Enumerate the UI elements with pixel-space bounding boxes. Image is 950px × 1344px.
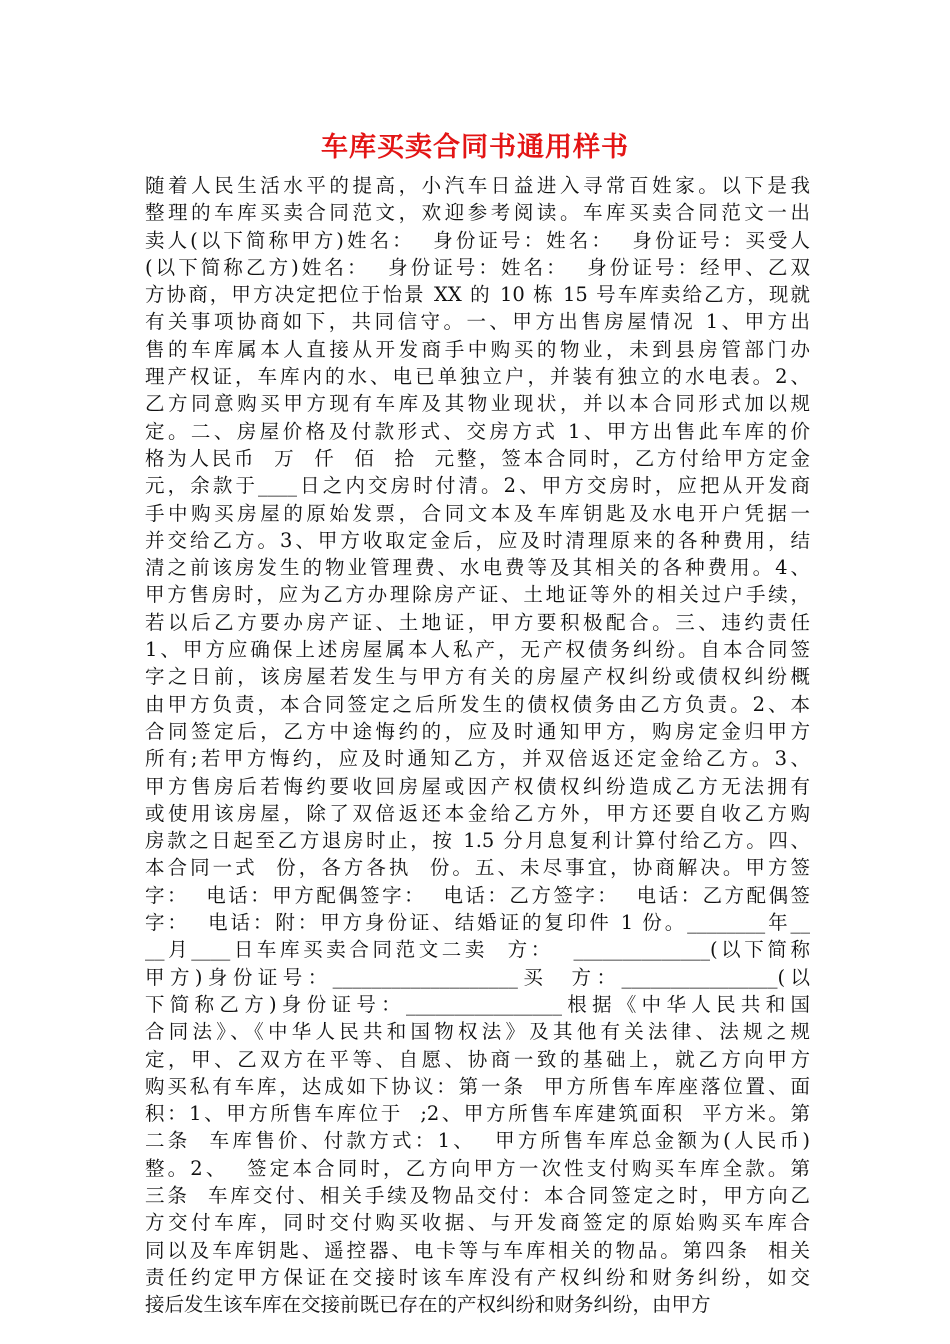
body-line: 三条 车库交付、相关手续及物品交付：本合同签定之时，甲方向乙 [145, 1183, 810, 1207]
body-line: 本合同一式 份，各方各执 份。五、未尽事宜，协商解决。甲方签 [145, 856, 810, 880]
body-line: 合同签定后，乙方中途悔约的，应及时通知甲方，购房定金归甲方 [145, 719, 810, 743]
body-line: 责任约定甲方保证在交接时该车库没有产权纠纷和财务纠纷，如交 [145, 1265, 810, 1289]
body-line: 甲方售房后若悔约要收回房屋或因产权债权纠纷造成乙方无法拥有 [145, 774, 810, 798]
body-line: (以下简称乙方)姓名： 身份证号：姓名： 身份证号：经甲、乙双 [145, 255, 810, 279]
body-line: 若以后乙方要办房产证、土地证，甲方要积极配合。三、违约责任 [145, 610, 810, 634]
body-line: 售的车库属本人直接从开发商手中购买的物业，未到县房管部门办 [145, 337, 810, 361]
body-line: __月____日车库买卖合同范文二卖 方： ______________(以下简称 [145, 938, 810, 962]
body-line: 整。2、 签定本合同时，乙方向甲方一次性支付购买车库全款。第 [145, 1156, 810, 1180]
body-line: 随着人民生活水平的提高，小汽车日益进入寻常百姓家。以下是我 [145, 174, 810, 197]
body-line: 有关事项协商如下，共同信守。一、甲方出售房屋情况 1、甲方出 [145, 310, 810, 334]
body-line: 乙方同意购买甲方现有车库及其物业现状，并以本合同形式加以规 [145, 392, 810, 416]
body-line: 手中购买房屋的原始发票，合同文本及车库钥匙及水电开户凭据一 [145, 501, 810, 525]
body-line: 定。二、房屋价格及付款形式、交房方式 1、甲方出售此车库的价 [145, 419, 810, 443]
body-line: 元，余款于____日之内交房时付清。2、甲方交房时，应把从开发商 [145, 474, 810, 498]
document-body [145, 172, 810, 1318]
body-line: 同以及车库钥匙、遥控器、电卡等与车库相关的物品。第四条 相关 [145, 1238, 810, 1262]
body-line: 字之日前，该房屋若发生与甲方有关的房屋产权纠纷或债权纠纷概 [145, 665, 810, 689]
body-line: 下简称乙方)身份证号：________________根据《中华人民共和国 [145, 992, 810, 1016]
document-title: 车库买卖合同书通用样书 [321, 132, 629, 163]
body-line: 清之前该房发生的物业管理费、水电费等及其相关的各种费用。4、 [145, 556, 810, 580]
body-line: 积：1、甲方所售车库位于 ;2、甲方所售车库建筑面积 平方米。第 [145, 1102, 810, 1126]
body-line: 方协商，甲方决定把位于怡景 XX 的 10 栋 15 号车库卖给乙方，现就 [145, 283, 810, 307]
body-line: 理产权证，车库内的水、电已单独立户，并装有独立的水电表。2、 [145, 365, 810, 389]
body-line: 购买私有车库，达成如下协议：第一条 甲方所售车库座落位置、面 [145, 1074, 810, 1098]
body-line: 接后发生该车库在交接前既已存在的产权纠纷和财务纠纷，由甲方 [145, 1293, 711, 1317]
body-line: 或使用该房屋，除了双倍返还本金给乙方外，甲方还要自收乙方购 [145, 801, 810, 825]
body-line: 定，甲、乙双方在平等、自愿、协商一致的基础上，就乙方向甲方 [145, 1047, 810, 1071]
body-line: 合同法》、《中华人民共和国物权法》及其他有关法律、法规之规 [145, 1020, 810, 1044]
body-line: 方交付车库，同时交付购买收据、与开发商签定的原始购买车库合 [145, 1211, 810, 1235]
body-line: 甲方售房时，应为乙方办理除房产证、土地证等外的相关过户手续， [145, 583, 810, 607]
body-line: 整理的车库买卖合同范文，欢迎参考阅读。车库买卖合同范文一出 [145, 201, 810, 225]
body-line: 并交给乙方。3、甲方收取定金后，应及时清理原来的各种费用，结 [145, 528, 810, 552]
body-line: 二条 车库售价、付款方式：1、 甲方所售车库总金额为(人民币) [145, 1129, 810, 1153]
body-line: 房款之日起至乙方退房时止，按 1.5 分月息复利计算付给乙方。四、 [145, 829, 810, 853]
body-line: 字： 电话：附：甲方身份证、结婚证的复印件 1 份。________年__ [145, 911, 810, 935]
body-line: 格为人民币 万 仟 佰 拾 元整，签本合同时，乙方付给甲方定金 [145, 446, 810, 470]
body-line: 字： 电话：甲方配偶签字： 电话：乙方签字： 电话：乙方配偶签 [145, 883, 810, 907]
body-line: 卖人(以下简称甲方)姓名： 身份证号：姓名： 身份证号：买受人 [145, 228, 810, 252]
body-line: 甲方)身份证号：___________________买 方：________________(以 [145, 965, 810, 989]
body-line: 由甲方负责，本合同签定之后所发生的债权债务由乙方负责。2、本 [145, 692, 810, 716]
body-line: 1、甲方应确保上述房屋属本人私产，无产权债务纠纷。自本合同签 [145, 638, 810, 662]
body-line: 所有;若甲方悔约，应及时通知乙方，并双倍返还定金给乙方。3、 [145, 747, 810, 771]
